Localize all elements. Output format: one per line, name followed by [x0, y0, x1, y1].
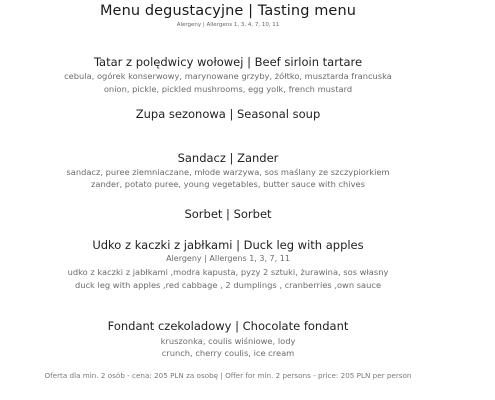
dish-name: Zupa sezonowa | Seasonal soup: [135, 107, 321, 121]
dish-description-en: crunch, cherry coulis, ice cream: [161, 348, 295, 358]
price-offer: Oferta dla min. 2 osób - cena: 205 PLN za osobę | Offer for min. 2 persons - price: 205 PLN per person: [44, 371, 412, 380]
dish-description-pl: kruszonka, coulis wiśniowe, lody: [160, 336, 296, 346]
dish-description-pl: sandacz, puree ziemniaczane, młode warzywa, sos maślany ze szczypiorkiem: [66, 167, 390, 177]
dish-description-en: duck leg with apples ,red cabbage , 2 dumplings , cranberries ,own sauce: [74, 280, 382, 290]
menu-title: Menu degustacyjne | Tasting menu: [99, 3, 357, 19]
dish-description-en: onion, pickle, pickled mushrooms, egg yolk, french mustard: [103, 84, 353, 94]
dish-description-pl: udko z kaczki z jabłkami ,modra kapusta, pyzy 2 sztuki, żurawina, sos własny: [67, 267, 389, 277]
dish-name: Tatar z polędwicy wołowej | Beef sirloin tartare: [93, 55, 363, 69]
dish-name: Sorbet | Sorbet: [184, 207, 272, 221]
dish-name: Fondant czekoladowy | Chocolate fondant: [107, 319, 349, 333]
dish-name: Sandacz | Zander: [177, 151, 279, 165]
dish-description-pl: cebula, ogórek konserwowy, marynowane grzyby, żółtko, musztarda francuska: [64, 71, 392, 81]
dish-allergens: Alergeny | Allergens 1, 3, 7, 11: [166, 254, 290, 263]
menu-allergens: Alergeny | Allergens 1, 3, 4, 7, 10, 11: [176, 22, 280, 28]
dish-name: Udko z kaczki z jabłkami | Duck leg with apples: [92, 238, 364, 252]
dish-description-en: zander, potato puree, young vegetables, butter sauce with chives: [91, 179, 365, 189]
